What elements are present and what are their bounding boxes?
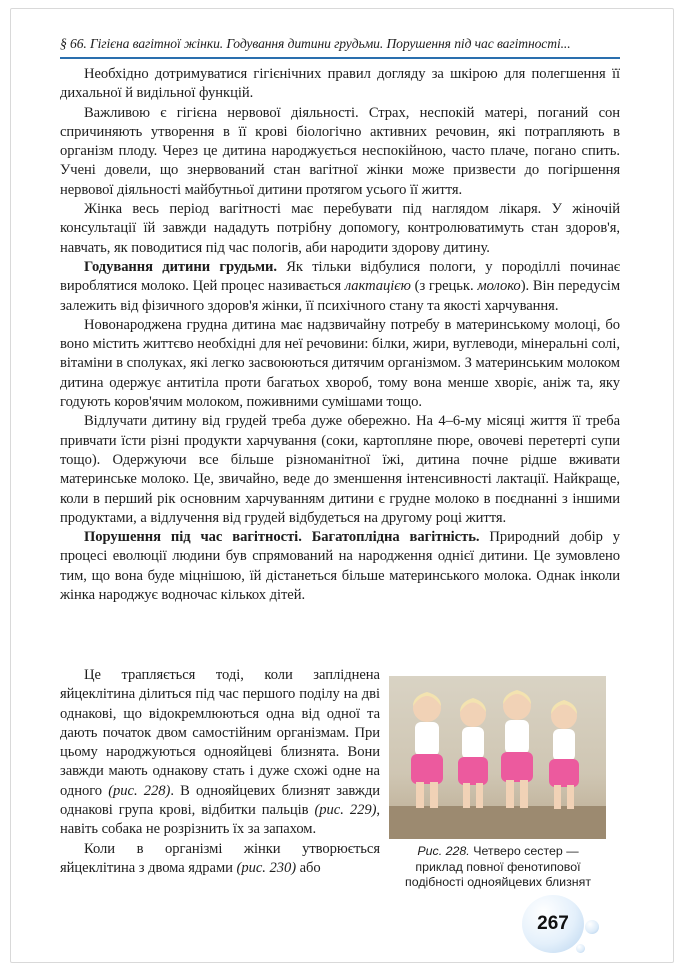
term-italic: лактацією	[344, 278, 411, 295]
paragraph	[60, 840, 380, 879]
paragraph	[60, 666, 380, 840]
main-text-column	[60, 65, 620, 605]
paragraph: Новонароджена грудна дитина має надзвичайну потребу в материнському молоці, бо воно містить життєво необхідні для неї речовини: білки, жири, вуглеводи, мінеральні солі, вітаміни в сполуках, які легко засвоюються дитячим організмом. З материнським молоком дитина одержує антитіла проти багатьох хвороб, тому вона менше хворіє, аніж та, яку годують коров'ячим молоком, поживними сумішами тощо.	[60, 316, 620, 411]
decorative-bubble	[585, 920, 599, 934]
wrapped-text-column	[60, 666, 380, 878]
paragraph-text: . В однояйцевих близнят завжди однакові група крові, відбитки пальців	[60, 782, 380, 819]
section-heading: Годування дитини грудьми.	[84, 258, 277, 275]
quadruplets-illustration	[389, 676, 606, 839]
paragraph-text: Як тільки відбулися пологи, у породіллі починає вироблятися молоко. Цей процес називається	[60, 258, 620, 295]
paragraph: Жінка весь період вагітності має перебувати під наглядом лікаря. У жіночій консультації їй завжди нададуть потрібну допомогу, контролюватимуть стан здоров'я, навчать, як поводитися під час пологів, аби народити здорову дитину.	[60, 201, 620, 256]
girl-figure-4	[549, 700, 579, 809]
girl-figure-3	[501, 690, 533, 808]
paragraph	[60, 258, 620, 316]
paragraph-text: Це трапляється тоді, коли запліднена яйцеклітина ділиться під час першого поділу на дві однакові, що відокремлюються одна від одної та дають початок двом самостійним організмам. При цьому народжуються однояйцеві близнята. Вони завжди мають однакову стать і дуже схожі одне на одного	[60, 667, 380, 799]
section-heading: Порушення під час вагітності. Багатоплідна вагітність.	[84, 529, 480, 546]
figure-reference: (рис. 230)	[236, 859, 297, 876]
paragraph-text: , навіть собака не розрізнить їх за запахом.	[60, 802, 381, 838]
running-header: § 66. Гігієна вагітної жінки. Годування дитини грудьми. Порушення під час вагітності...	[60, 36, 571, 51]
girl-figure-1	[411, 692, 443, 808]
paragraph	[60, 528, 620, 605]
greek-word: молоко	[477, 278, 521, 295]
figure-label: Рис. 228.	[417, 844, 470, 858]
page-number: 267	[522, 895, 584, 953]
paragraph: Важливою є гігієна нервової діяльності. Страх, неспокій матері, поганий сон спричиняють утворення в її крові біологічно активних речовин, які потрапляють в організм плоду. Через це дитина народжується неспокійною, часто плаче, погано спить. Учені довели, що знервований стан вагітної жінки може призвести до погіршення нервової діяльності майбутньої дитини протягом усього її життя.	[60, 104, 620, 198]
quadruplets-photo	[389, 676, 606, 839]
paragraph-text: (з грецьк.	[410, 278, 478, 295]
paragraph-text: Коли в організмі жінки утворюється яйцеклітина з двома ядрами	[60, 840, 380, 876]
paragraph-text: Природний добір у процесі еволюції людини був спрямований на народження однієї дитини. Це зумовлено тим, що вона буде міцнішою, їй дістанеться більше материнського молока. Однак інколи жінка народжує водночас кількох дітей.	[60, 529, 620, 604]
paragraph-text: ). Він передусім залежить від фізичного здоров'я жінки, її психічного стану та якості харчування.	[60, 278, 621, 314]
paragraph: Необхідно дотримуватися гігієнічних правил догляду за шкірою для полегшення її дихальної й видільної функцій.	[60, 66, 620, 102]
decorative-bubble	[576, 944, 585, 953]
header-rule	[60, 57, 620, 59]
paragraph: Відлучати дитину від грудей треба дуже обережно. На 4–6-му місяці життя її треба привчати їсти різні продукти харчування (соки, картопляне пюре, овочеві перетерті супи тощо). Одержуючи все більше різноманітної їжі, дитина почне рідше вживати материнське молоко. Це, звичайно, веде до зменшення інтенсивності лактації. Найкраще, коли в перший рік основним харчуванням дитини є грудне молоко в поєднанні з іншими продуктами, а відлучення від грудей відбудеться на другому році життя.	[60, 413, 620, 526]
figure-caption-text: Четверо сестер — приклад повної фенотипової подібності однояйцевих близнят	[404, 844, 591, 890]
figure-reference: (рис. 229)	[314, 802, 377, 819]
figure-caption	[392, 844, 604, 891]
paragraph-text: або	[296, 859, 321, 876]
girl-figure-2	[458, 698, 488, 808]
figure-reference: (рис. 228)	[108, 782, 171, 799]
